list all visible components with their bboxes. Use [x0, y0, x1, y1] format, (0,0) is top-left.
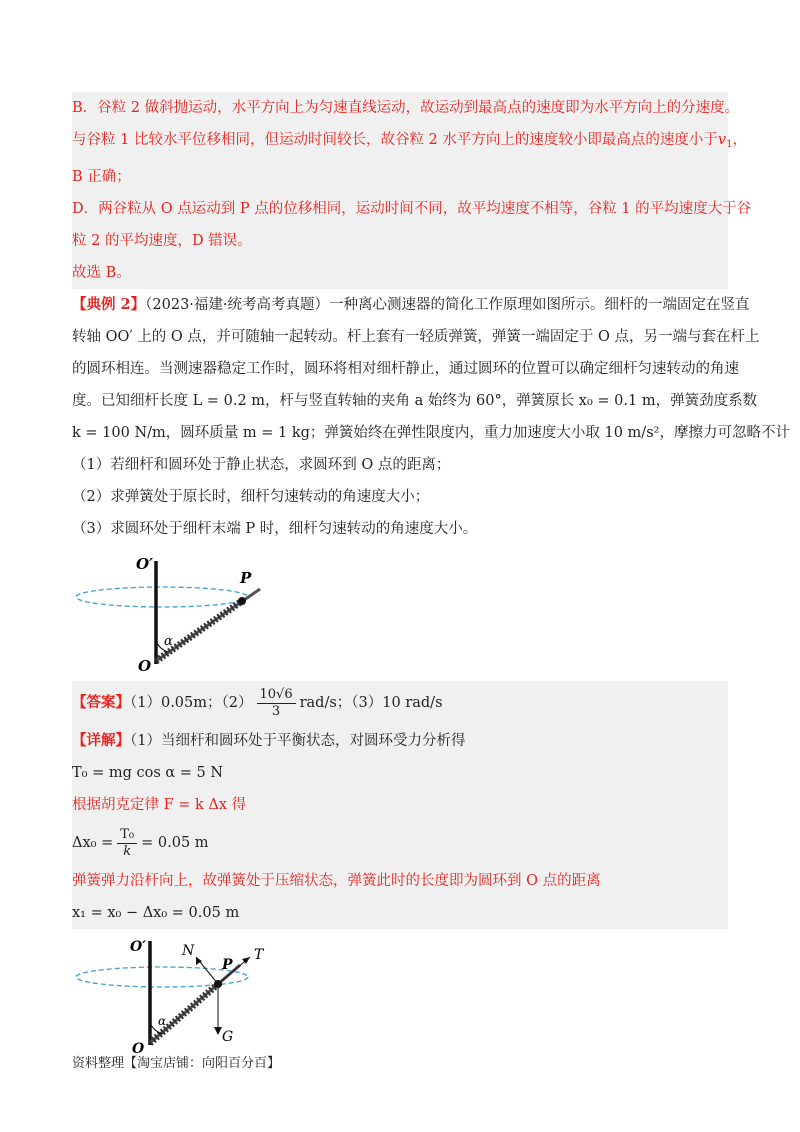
- label-g: G: [222, 1029, 234, 1045]
- label-o-2: O: [132, 1041, 145, 1055]
- eq2-fraction: [117, 827, 137, 860]
- label-p-2: P: [222, 957, 233, 973]
- eq2-denominator: k: [123, 843, 132, 859]
- option-b-line2-end: ，: [732, 132, 747, 148]
- fraction-numerator: 10√6: [257, 687, 296, 704]
- detail-block: [72, 725, 728, 929]
- label-p: P: [240, 569, 252, 587]
- example-line5: k = 100 N/m，圆环质量 m = 1 kg；弹簧始终在弹性限度内，重力加速度大小取 10 m/s²，摩擦力可忽略不计: [72, 425, 790, 441]
- example-text1: （2023·福建·统考高考真题）一种离心测速器的简化工作原理如图所示。细杆的一端固定在竖直: [145, 297, 750, 313]
- option-d-line1: D．两谷粒从 O 点运动到 P 点的位移相同，运动时间不同，故平均速度不相等，谷粒 1 的平均速度大于谷: [72, 201, 752, 217]
- answer-part1: （1）0.05m；（2）: [130, 695, 253, 711]
- option-b-line2-text: 与谷粒 1 比较水平位移相同，但运动时间较长，故谷粒 2 水平方向上的速度较小即最高点的速度小于: [72, 132, 718, 148]
- conclusion: 故选 B。: [72, 265, 131, 281]
- document-body: [72, 92, 790, 1063]
- answer-line: [72, 681, 728, 725]
- gravity-arrowhead: [214, 1027, 222, 1035]
- footer-note: 资料整理【淘宝店铺：向阳百分百】: [72, 1056, 281, 1071]
- ring: [238, 597, 246, 605]
- question-2: （2）求弹簧处于原长时，细杆匀速转动的角速度大小；: [72, 489, 430, 505]
- option-b-line2: [72, 124, 747, 161]
- solution-block: [72, 92, 752, 289]
- equation-3: x₁ = x₀ − Δx₀ = 0.05 m: [72, 905, 240, 921]
- example-line4: 度。已知细杆长度 L = 0.2 m，杆与竖直转轴的夹角 a 始终为 60°，弹簧原长 x₀ = 0.1 m，弹簧劲度系数: [72, 393, 758, 409]
- example-line1: [72, 289, 750, 321]
- figure-1: [72, 551, 728, 677]
- eq2-lhs: Δx₀ =: [72, 835, 114, 851]
- detail-line1: [72, 725, 728, 757]
- label-o-prime: O′: [136, 555, 154, 573]
- example-tag: 【典例 2】: [72, 296, 146, 313]
- centrifuge-diagram-1: [72, 551, 292, 673]
- label-o-prime-2: O′: [130, 939, 146, 955]
- force-diagram: [72, 935, 292, 1055]
- label-n: N: [182, 943, 195, 959]
- option-d-line2: 粒 2 的平均速度，D 错误。: [72, 233, 252, 249]
- rotation-ellipse: [76, 587, 248, 607]
- label-alpha-2: α: [158, 1014, 167, 1028]
- answer-part2: rad/s；（3）10 rad/s: [299, 695, 443, 711]
- equation-2: [72, 821, 728, 865]
- eq2-numerator: T₀: [117, 827, 137, 844]
- answer-block: [72, 681, 728, 725]
- figure-2: [72, 935, 728, 1059]
- var-v: v: [717, 132, 727, 148]
- detail-tag: 【详解】: [72, 732, 130, 749]
- label-o: O: [138, 657, 152, 673]
- detail-line3: 弹簧弹力沿杆向上，故弹簧处于压缩状态，弹簧此时的长度即为圆环到 O 点的距离: [72, 873, 601, 889]
- question-1: （1）若细杆和圆环处于静止状态，求圆环到 O 点的距离；: [72, 457, 451, 473]
- var-v-sub: 1: [726, 139, 733, 150]
- option-b-line1: B．谷粒 2 做斜抛运动，水平方向上为匀速直线运动，故运动到最高点的速度即为水平方向上的分速度。: [72, 100, 740, 116]
- equation-1: T₀ = mg cos α = 5 N: [72, 765, 224, 781]
- example-line2: 转轴 OO′ 上的 O 点，并可随轴一起转动。杆上套有一轻质弹簧，弹簧一端固定于 O 点，另一端与套在杆上: [72, 329, 760, 345]
- answer-fraction: [257, 687, 296, 720]
- option-b-line3: B 正确；: [72, 169, 131, 185]
- example-line3: 的圆环相连。当测速器稳定工作时，圆环将相对细杆静止，通过圆环的位置可以确定细杆匀速转动的角速: [72, 361, 739, 377]
- question-3: （3）求圆环处于细杆末端 P 时，细杆匀速转动的角速度大小。: [72, 521, 478, 537]
- example-block: [72, 289, 790, 545]
- answer-tag: 【答案】: [72, 694, 130, 711]
- detail-line2: 根据胡克定律 F = k Δx 得: [72, 797, 247, 813]
- label-alpha: α: [164, 634, 173, 649]
- eq2-rhs: = 0.05 m: [141, 835, 209, 851]
- detail-text1: （1）当细杆和圆环处于平衡状态，对圆环受力分析得: [130, 733, 466, 749]
- fraction-denominator: 3: [271, 703, 281, 719]
- label-t: T: [254, 947, 264, 963]
